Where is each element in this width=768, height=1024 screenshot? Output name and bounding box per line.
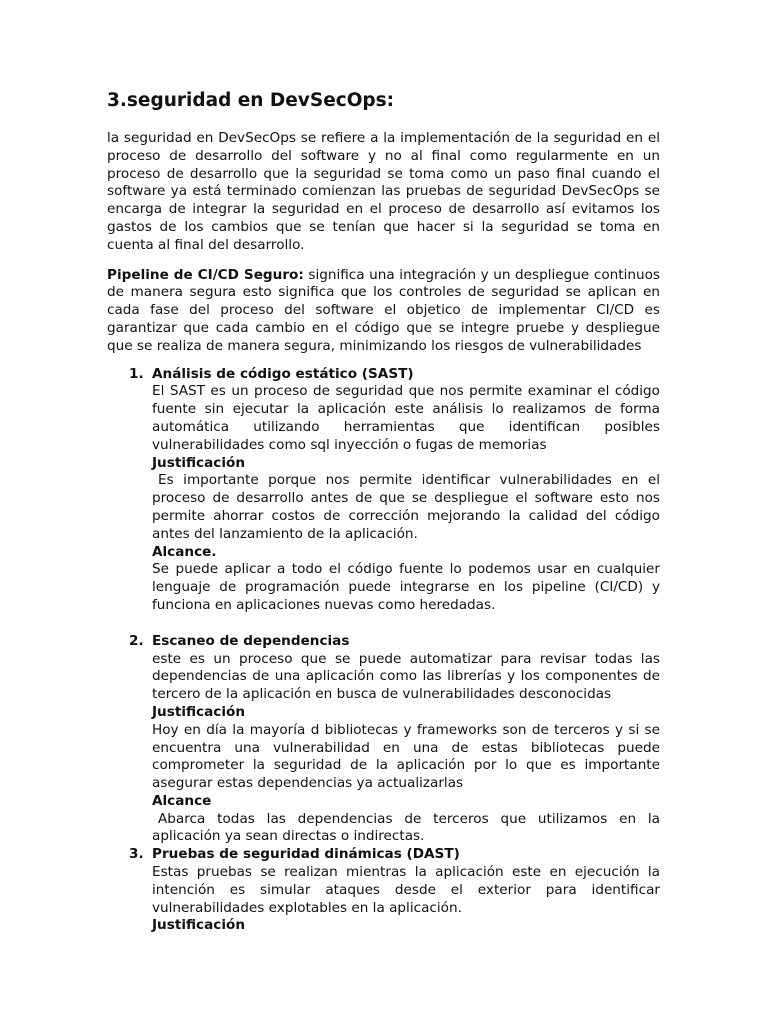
document-page bbox=[107, 88, 660, 935]
pipeline-text: significa una integración y un despliegue continuos de manera segura esto significa que los controles de seguridad se aplican en cada fase del proceso del software el objetico de implementar CI/CD es garantizar que cada cambio en el código que se integre pruebe y despliegue que se realiza de manera segura, minimizando los riesgos de vulnerabilidades bbox=[107, 266, 660, 354]
justification-text: Hoy en día la mayoría d bibliotecas y frameworks son de terceros y si se encuentra una vulnerabilidad en una de estas bibliotecas puede comprometer la seguridad de la aplicación por lo que es importante asegurar estas dependencias ya actualizarlas bbox=[152, 721, 660, 792]
list-number: 1. bbox=[129, 365, 144, 382]
item-title: Escaneo de dependencias bbox=[152, 632, 350, 649]
item-description: El SAST es un proceso de seguridad que nos permite examinar el código fuente sin ejecutar la aplicación este análisis lo realizamos de forma automática utilizando herramientas que identifican posibles vulnerabilidades como sql inyección o fugas de memorias bbox=[152, 383, 660, 453]
list-number: 3. bbox=[129, 846, 144, 863]
item-description: este es un proceso que se puede automatizar para revisar todas las dependencias de una aplicación como las librerías y los componentes de tercero de la aplicación en busca de vulnerabilidades desconocidas bbox=[152, 650, 660, 703]
list-item-sast bbox=[107, 366, 660, 615]
scope-heading: Alcance. bbox=[152, 543, 217, 560]
justification-text: Es importante porque nos permite identificar vulnerabilidades en el proceso de desarrollo antes de que se despliegue el software esto nos permite ahorrar costos de corrección mejorando la calidad del código antes del lanzamiento de la aplicación. bbox=[152, 472, 660, 542]
intro-paragraph: la seguridad en DevSecOps se refiere a la implementación de la seguridad en el proceso de desarrollo del software y no al final como regularmente en un proceso de desarrollo que la seguridad se toma como un paso final cuando el software ya está terminado comienzan las pruebas de seguridad DevSecOps se encarga de integrar la seguridad en el proceso de desarrollo así evitamos los gastos de los cambios que se tenían que hacer si la seguridad se toma en cuenta al final del desarrollo. bbox=[107, 130, 660, 253]
pipeline-label: Pipeline de CI/CD Seguro: bbox=[107, 266, 304, 283]
scope-text: Se puede aplicar a todo el código fuente lo podemos usar en cualquier lenguaje de programación puede integrarse en los pipeline (CI/CD) y funciona en aplicaciones nuevas como heredadas. bbox=[152, 561, 660, 613]
practices-list bbox=[107, 366, 660, 936]
list-item-dependencies bbox=[107, 633, 660, 847]
justification-heading: Justificación bbox=[152, 703, 246, 720]
item-title: Análisis de código estático (SAST) bbox=[152, 365, 414, 382]
pipeline-paragraph bbox=[107, 267, 660, 356]
scope-heading: Alcance bbox=[152, 792, 212, 809]
section-heading: 3.seguridad en DevSecOps: bbox=[107, 90, 395, 111]
list-item-dast bbox=[107, 846, 660, 935]
justification-heading: Justificación bbox=[152, 454, 246, 471]
item-description: Estas pruebas se realizan mientras la aplicación este en ejecución la intención es simular ataques desde el exterior para identificar vulnerabilidades explotables en la aplicación. bbox=[152, 864, 660, 916]
item-title: Pruebas de seguridad dinámicas (DAST) bbox=[152, 846, 460, 863]
scope-text: Abarca todas las dependencias de terceros que utilizamos en la aplicación ya sean directas o indirectas. bbox=[152, 810, 660, 845]
list-number: 2. bbox=[129, 632, 144, 649]
justification-heading: Justificación bbox=[152, 917, 246, 934]
